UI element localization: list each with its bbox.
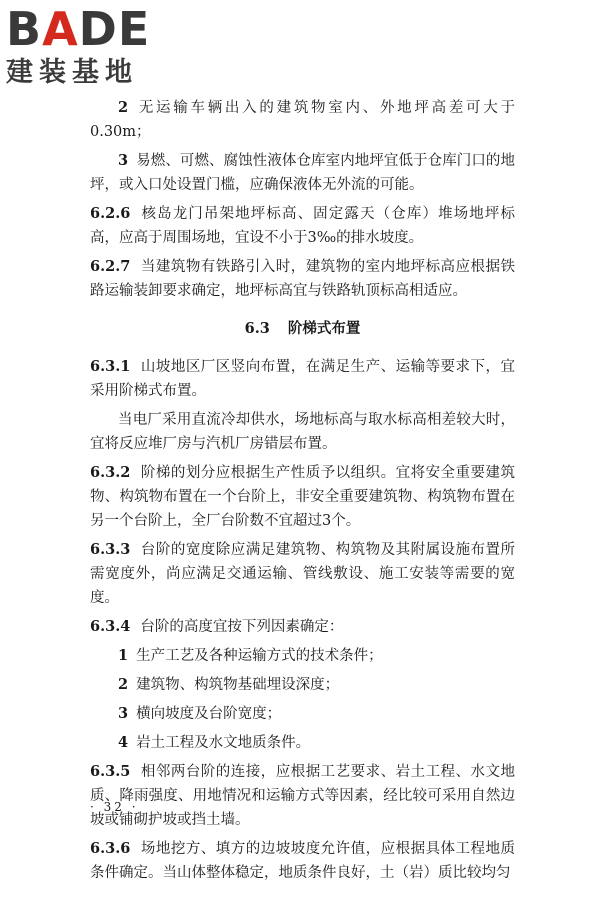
logo-subtitle: 建装基地 xyxy=(6,57,138,88)
list-item: 2 建筑物、构筑物基础埋设深度； xyxy=(118,676,340,693)
document-body xyxy=(90,96,515,890)
list-item: 2 无运输车辆出入的建筑物室内、外地坪高差可大于0.30m； xyxy=(90,99,515,140)
section-heading: 6.3 阶梯式布置 xyxy=(244,320,361,337)
list-item: 3 横向坡度及台阶宽度； xyxy=(118,705,282,722)
logo-wordmark: BADE xyxy=(6,2,151,56)
clause-6-3-2: 6.3.2 阶梯的划分应根据生产性质予以组织。宜将安全重要建筑物、构筑物布置在一个台阶上，非安全重要建筑物、构筑物布置在另一个台阶上，全厂台阶数不宜超过3个。 xyxy=(90,464,515,529)
clause-6-3-4: 6.3.4 台阶的高度宜按下列因素确定： xyxy=(90,618,344,635)
logo xyxy=(6,4,186,90)
clause-6-3-5: 6.3.5 相邻两台阶的连接，应根据工艺要求、岩土工程、水文地质、降雨强度、用地情况和运输方式等因素，经比较可采用自然边坡或铺砌护坡或挡土墙。 xyxy=(90,763,515,828)
list-item: 1 生产工艺及各种运输方式的技术条件； xyxy=(118,647,383,664)
list-item: 4 岩土工程及水文地质条件。 xyxy=(118,734,311,751)
clause-6-3-3: 6.3.3 台阶的宽度除应满足建筑物、构筑物及其附属设施布置所需宽度外，尚应满足交通运输、管线敷设、施工安装等需要的宽度。 xyxy=(90,541,515,606)
clause-6-2-7: 6.2.7 当建筑物有铁路引入时，建筑物的室内地坪标高应根据铁路运输装卸要求确定，地坪标高宜与铁路轨顶标高相适应。 xyxy=(90,258,515,299)
clause-6-3-1: 6.3.1 山坡地区厂区竖向布置，在满足生产、运输等要求下，宜采用阶梯式布置。 xyxy=(90,358,515,399)
clause-6-2-6: 6.2.6 核岛龙门吊架地坪标高、固定露天（仓库）堆场地坪标高，应高于周围场地，宜设不小于3‰的排水坡度。 xyxy=(90,205,515,246)
clause-6-3-6: 6.3.6 场地挖方、填方的边坡坡度允许值，应根据具体工程地质条件确定。当山体整体稳定，地质条件良好，土（岩）质比较均匀 xyxy=(90,840,515,881)
clause-note: 当电厂采用直流冷却供水，场地标高与取水标高相差较大时，宜将反应堆厂房与汽机厂房错层布置。 xyxy=(90,412,515,452)
page-number: · 32 · xyxy=(90,800,139,814)
list-item: 3 易燃、可燃、腐蚀性液体仓库室内地坪宜低于仓库门口的地坪，或入口处设置门槛，应确保液体无外流的可能。 xyxy=(90,152,515,193)
